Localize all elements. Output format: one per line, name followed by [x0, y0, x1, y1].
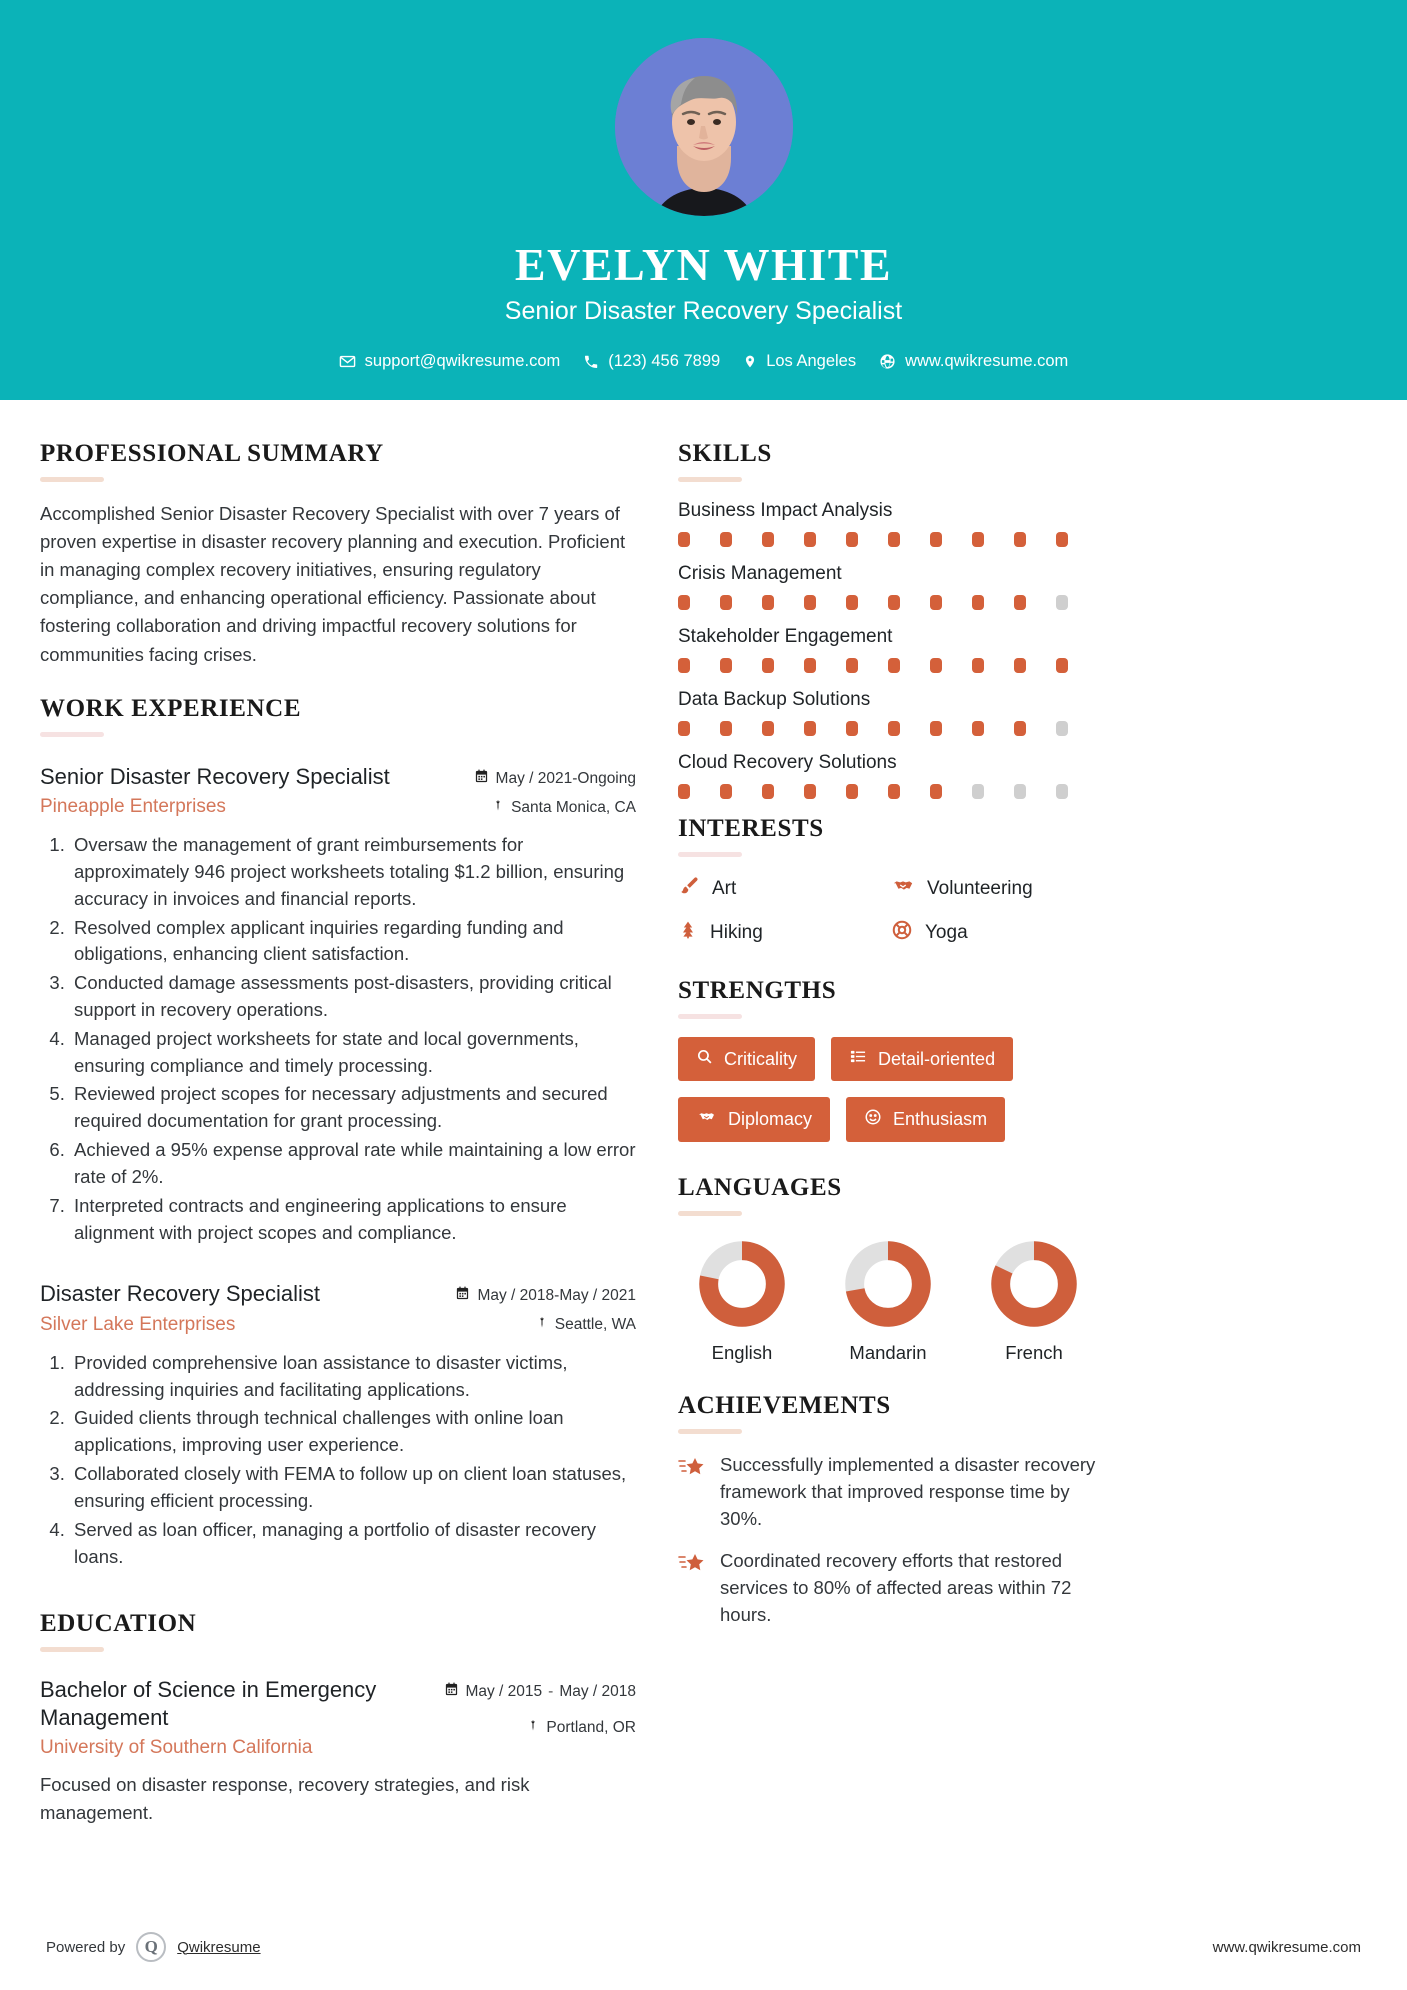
- strengths-list: [678, 1037, 1098, 1142]
- skill-dot: [678, 532, 690, 547]
- qwikresume-logo-icon: Q: [136, 1932, 166, 1962]
- contact-email-text: support@qwikresume.com: [364, 352, 561, 370]
- powered-by-block: [46, 1932, 261, 1962]
- languages-list: [678, 1234, 1098, 1364]
- shooting-star-icon: [678, 1455, 706, 1484]
- skill-dot: [846, 595, 858, 610]
- bullet-item: 3. Conducted damage assessments post-disasters, providing critical support in recovery operations.: [70, 970, 636, 1024]
- skill-dot: [888, 532, 900, 547]
- section-title-work: WORK EXPERIENCE: [40, 694, 302, 722]
- strength-label: Detail-oriented: [878, 1048, 996, 1069]
- handshake-icon: [891, 875, 915, 903]
- location-pin-icon: [743, 353, 757, 370]
- avatar: [615, 38, 793, 216]
- interest-label: Hiking: [710, 922, 763, 943]
- section-strengths: [678, 977, 1098, 1142]
- map-pin-icon: [492, 798, 504, 818]
- degree-title: Bachelor of Science in Emergency Management: [40, 1677, 377, 1730]
- job-title: Disaster Recovery Specialist: [40, 1281, 320, 1307]
- bullet-item: 2. Resolved complex applicant inquiries regarding funding and obligations, enhancing client satisfaction.: [70, 915, 636, 969]
- envelope-icon: [339, 353, 356, 370]
- shooting-star-icon: [678, 1551, 706, 1580]
- skill-dot: [1056, 721, 1068, 736]
- language-name: Mandarin: [849, 1342, 927, 1363]
- skill-dot: [720, 784, 732, 799]
- candidate-role: Senior Disaster Recovery Specialist: [504, 297, 903, 325]
- section-title-achievements: ACHIEVEMENTS: [678, 1392, 891, 1419]
- language-name: French: [1005, 1342, 1063, 1363]
- section-rule: [40, 477, 104, 482]
- interests-grid: [678, 875, 1098, 947]
- contact-email[interactable]: [339, 352, 561, 371]
- job-dates: [455, 1286, 636, 1306]
- skill-dot: [1014, 784, 1026, 799]
- list-icon: [849, 1048, 867, 1070]
- job-meta: [455, 1280, 636, 1335]
- interest-label: Volunteering: [927, 878, 1033, 899]
- job-location: [455, 1315, 636, 1335]
- job-company: Pineapple Enterprises: [40, 796, 226, 818]
- achievement-text: Coordinated recovery efforts that restored services to 80% of affected areas within 72 hours.: [720, 1550, 1072, 1626]
- skill-item: [678, 752, 1098, 799]
- bullet-item: 2. Guided clients through technical challenges with online loan applications, improving user experience.: [70, 1405, 636, 1459]
- language-item: [828, 1240, 948, 1364]
- resume-footer: [0, 1904, 1407, 1990]
- skill-dot: [1014, 595, 1026, 610]
- strength-chip: [846, 1097, 1005, 1142]
- skill-dot: [888, 721, 900, 736]
- skill-rating: [678, 721, 1098, 736]
- map-pin-icon: [536, 1315, 548, 1335]
- skill-name: Business Impact Analysis: [678, 500, 893, 521]
- contact-location[interactable]: [743, 352, 856, 371]
- interest-label: Yoga: [925, 922, 968, 943]
- skill-dot: [930, 721, 942, 736]
- contact-website[interactable]: [879, 352, 1068, 371]
- skill-dot: [846, 784, 858, 799]
- section-work-experience: [40, 695, 636, 1571]
- section-title-skills: SKILLS: [678, 440, 772, 467]
- resume-body: [0, 400, 1407, 1827]
- job-meta: [474, 763, 636, 818]
- skill-dot: [930, 784, 942, 799]
- bullet-item: 1. Oversaw the management of grant reimbursements for approximately 946 project worksheets totaling $1.2 billion, ensuring accuracy in invoices and financial reports.: [70, 832, 636, 912]
- job-location-text: Seattle, WA: [554, 1316, 636, 1334]
- job-bullets: [40, 832, 636, 1246]
- resume-header: [0, 0, 1407, 400]
- achievement-item: [678, 1452, 1098, 1532]
- section-rule: [678, 1429, 742, 1434]
- handshake-icon: [696, 1108, 717, 1131]
- job-location: [474, 798, 636, 818]
- section-interests: [678, 815, 1098, 947]
- left-column: [40, 440, 636, 1827]
- interest-item: [891, 919, 1098, 947]
- skill-dot: [762, 595, 774, 610]
- footer-website: www.qwikresume.com: [1212, 1938, 1361, 1956]
- interest-item: [891, 875, 1098, 903]
- calendar-icon: [474, 769, 489, 789]
- bullet-item: 5. Reviewed project scopes for necessary adjustments and secured required documentation for grant processing.: [70, 1081, 636, 1135]
- skill-name: Crisis Management: [678, 563, 842, 584]
- contact-phone[interactable]: [583, 352, 720, 371]
- strength-label: Diplomacy: [728, 1109, 813, 1129]
- skill-dot: [888, 784, 900, 799]
- section-title-summary: PROFESSIONAL SUMMARY: [40, 440, 384, 467]
- skill-dot: [720, 532, 732, 547]
- skill-rating: [678, 658, 1098, 673]
- achievement-text: Successfully implemented a disaster recovery framework that improved response time by 30%.: [720, 1454, 1096, 1529]
- education-entry: [40, 1676, 636, 1827]
- education-date-end: May / 2018: [559, 1683, 636, 1701]
- skill-name: Cloud Recovery Solutions: [678, 752, 897, 773]
- skill-dot: [804, 721, 816, 736]
- skill-dot: [930, 595, 942, 610]
- skill-dot: [762, 721, 774, 736]
- skill-dot: [846, 532, 858, 547]
- job-company: Silver Lake Enterprises: [40, 1313, 236, 1335]
- section-rule: [40, 732, 104, 737]
- skill-dot: [888, 658, 900, 673]
- skill-dot: [762, 658, 774, 673]
- bullet-item: 4. Served as loan officer, managing a portfolio of disaster recovery loans.: [70, 1517, 636, 1571]
- section-languages: [678, 1174, 1098, 1364]
- education-description: Focused on disaster response, recovery strategies, and risk management.: [40, 1774, 530, 1824]
- section-rule: [678, 1211, 742, 1216]
- skill-dot: [972, 595, 984, 610]
- skill-item: [678, 689, 1098, 736]
- skill-dot: [762, 784, 774, 799]
- skill-rating: [678, 532, 1098, 547]
- skill-dot: [678, 784, 690, 799]
- skill-dot: [972, 658, 984, 673]
- skill-dot: [972, 532, 984, 547]
- skill-dot: [930, 532, 942, 547]
- section-professional-summary: [40, 440, 636, 669]
- skill-dot: [1056, 784, 1068, 799]
- skill-dot: [1014, 721, 1026, 736]
- skill-dot: [720, 595, 732, 610]
- bullet-item: 1. Provided comprehensive loan assistance to disaster victims, addressing inquiries and facilitating applications.: [70, 1350, 636, 1404]
- language-donut: [698, 1240, 786, 1328]
- calendar-icon: [455, 1286, 470, 1306]
- skill-rating: [678, 595, 1098, 610]
- skill-dot: [720, 721, 732, 736]
- section-rule: [678, 477, 742, 482]
- job-dates: [474, 769, 636, 789]
- strength-chip: [678, 1037, 815, 1081]
- interest-label: Art: [712, 878, 737, 899]
- smiley-icon: [864, 1108, 882, 1131]
- language-item: [682, 1240, 802, 1364]
- qwikresume-brand-link[interactable]: Qwikresume: [177, 1938, 261, 1956]
- contact-website-text: www.qwikresume.com: [905, 352, 1069, 370]
- section-achievements: [678, 1392, 1098, 1629]
- contact-location-text: Los Angeles: [766, 352, 857, 370]
- job-bullets: [40, 1350, 636, 1571]
- strength-chip: [678, 1097, 830, 1142]
- section-rule: [678, 1014, 742, 1019]
- skill-dot: [1014, 532, 1026, 547]
- phone-icon: [583, 354, 599, 370]
- section-skills: [678, 440, 1098, 799]
- job-entry: [40, 763, 636, 1247]
- skill-item: [678, 626, 1098, 673]
- interest-item: [678, 919, 885, 947]
- job-dates-text: May / 2018-May / 2021: [477, 1287, 636, 1305]
- skill-dot: [1056, 595, 1068, 610]
- lifebuoy-icon: [891, 919, 913, 947]
- bullet-item: 4. Managed project worksheets for state and local governments, ensuring compliance and timely processing.: [70, 1026, 636, 1080]
- job-entry: [40, 1280, 636, 1570]
- globe-icon: [879, 353, 896, 370]
- skill-dot: [678, 658, 690, 673]
- strength-chip: [831, 1037, 1013, 1081]
- skill-dot: [804, 595, 816, 610]
- section-title-strengths: STRENGTHS: [678, 977, 837, 1004]
- skill-dot: [762, 532, 774, 547]
- education-location: [444, 1718, 636, 1738]
- bullet-item: 3. Collaborated closely with FEMA to follow up on client loan statuses, ensuring efficient processing.: [70, 1461, 636, 1515]
- skill-item: [678, 563, 1098, 610]
- education-dates: [444, 1682, 636, 1702]
- skill-dot: [972, 721, 984, 736]
- skill-name: Stakeholder Engagement: [678, 626, 893, 647]
- skill-dot: [888, 595, 900, 610]
- skill-dot: [804, 658, 816, 673]
- language-name: English: [711, 1342, 773, 1363]
- skill-dot: [1056, 532, 1068, 547]
- job-location-text: Santa Monica, CA: [511, 798, 636, 816]
- summary-text: Accomplished Senior Disaster Recovery Specialist with over 7 years of proven expertise in disaster recovery planning and execution. Proficient in managing complex recovery initiatives, ensuring regulatory compliance, and enhancing operational efficiency. Passionate about fostering collaboration and driving impactful recovery solutions for communities facing crises.: [40, 503, 626, 665]
- skill-dot: [1014, 658, 1026, 673]
- calendar-icon: [444, 1682, 459, 1702]
- strength-label: Criticality: [724, 1048, 798, 1069]
- section-education: [40, 1610, 636, 1827]
- contact-bar: [339, 352, 1069, 371]
- skill-dot: [972, 784, 984, 799]
- skill-dot: [678, 721, 690, 736]
- skill-item: [678, 500, 1098, 547]
- job-dates-text: May / 2021-Ongoing: [495, 769, 636, 787]
- education-location-text: Portland, OR: [546, 1719, 636, 1737]
- right-column: [678, 440, 1098, 1827]
- language-donut: [990, 1240, 1078, 1328]
- skill-name: Data Backup Solutions: [678, 689, 871, 710]
- education-date-start: May / 2015: [465, 1683, 543, 1701]
- skill-dot: [720, 658, 732, 673]
- powered-by-label: Powered by: [46, 1938, 126, 1956]
- magnifier-icon: [696, 1048, 713, 1070]
- section-title-education: EDUCATION: [40, 1610, 197, 1638]
- bullet-item: 6. Achieved a 95% expense approval rate while maintaining a low error rate of 2%.: [70, 1137, 636, 1191]
- paintbrush-icon: [678, 875, 700, 903]
- skill-dot: [678, 595, 690, 610]
- skill-dot: [1056, 658, 1068, 673]
- skill-dot: [804, 532, 816, 547]
- school-name: University of Southern California: [40, 1737, 313, 1759]
- candidate-name: EVELYN WHITE: [514, 239, 893, 290]
- section-rule: [678, 852, 742, 857]
- job-title: Senior Disaster Recovery Specialist: [40, 763, 390, 789]
- language-donut: [844, 1240, 932, 1328]
- skill-dot: [846, 721, 858, 736]
- interest-item: [678, 875, 885, 903]
- section-title-languages: LANGUAGES: [678, 1174, 842, 1201]
- bullet-item: 7. Interpreted contracts and engineering applications to ensure alignment with project scopes and compliance.: [70, 1193, 636, 1247]
- map-pin-icon: [527, 1718, 539, 1738]
- skill-rating: [678, 784, 1098, 799]
- contact-phone-text: (123) 456 7899: [608, 352, 721, 370]
- education-meta: [444, 1676, 636, 1738]
- skill-dot: [930, 658, 942, 673]
- strength-label: Enthusiasm: [893, 1109, 988, 1129]
- language-item: [974, 1240, 1094, 1364]
- section-rule: [40, 1647, 104, 1652]
- achievement-item: [678, 1548, 1098, 1628]
- pine-tree-icon: [678, 919, 698, 947]
- education-date-separator: -: [548, 1683, 554, 1701]
- section-title-interests: INTERESTS: [678, 815, 824, 842]
- skill-dot: [846, 658, 858, 673]
- skill-dot: [804, 784, 816, 799]
